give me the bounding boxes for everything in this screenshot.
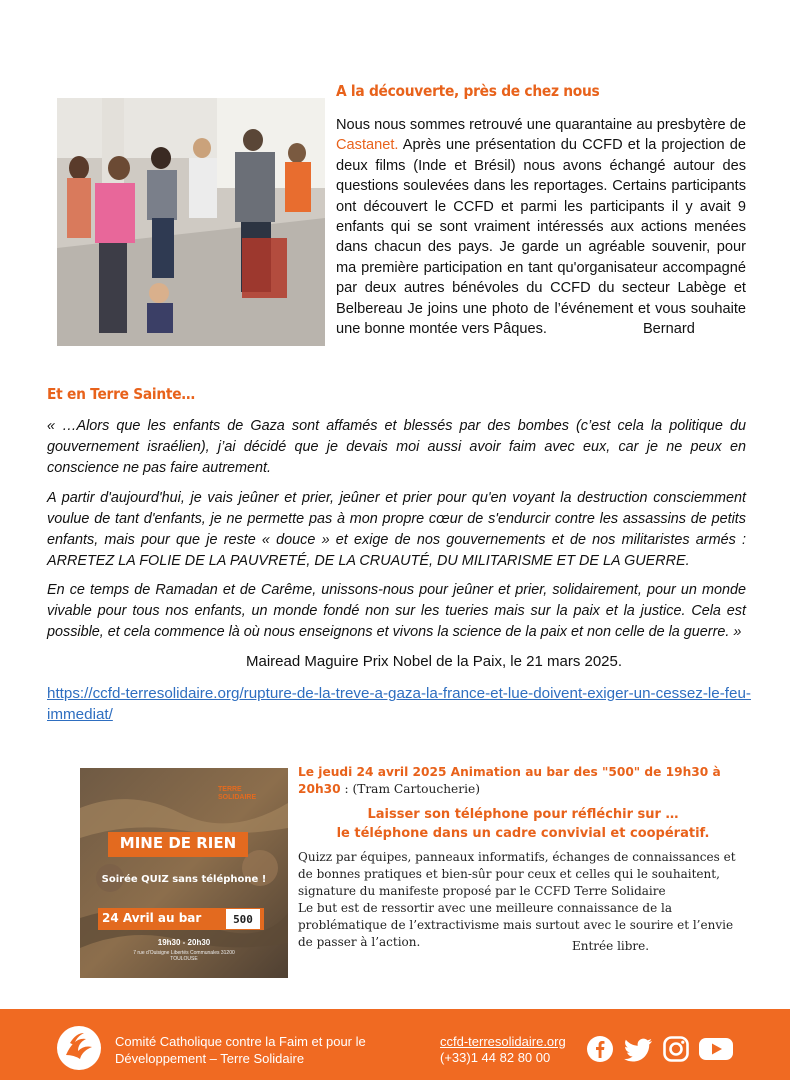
phone-number: (+33)1 44 82 80 00 bbox=[440, 1050, 551, 1065]
event-date-line bbox=[298, 764, 748, 798]
poster-venue-badge: 500 bbox=[233, 913, 253, 926]
author-signature: Bernard bbox=[642, 321, 695, 338]
section-body-discovery bbox=[336, 115, 746, 339]
ccfd-logo bbox=[56, 1025, 102, 1071]
poster-subtitle: Soirée QUIZ sans téléphone ! bbox=[101, 874, 267, 885]
organization-name bbox=[115, 1033, 366, 1067]
poster-date: 24 Avril au bar bbox=[102, 911, 202, 925]
instagram-icon[interactable] bbox=[662, 1035, 690, 1063]
event-title-line: le téléphone dans un cadre convivial et coopératif. bbox=[336, 826, 710, 841]
event-title bbox=[298, 805, 748, 843]
section-heading-holy-land: Et en Terre Sainte… bbox=[47, 385, 195, 403]
quote-attribution: Mairead Maguire Prix Nobel de la Paix, le 21 mars 2025. bbox=[246, 653, 623, 670]
entry-note: Entrée libre. bbox=[572, 939, 650, 953]
event-title-line: Laisser son téléphone pour réfléchir sur … bbox=[367, 807, 679, 822]
poster-time: 19h30 - 20h30 bbox=[157, 938, 211, 947]
facebook-icon[interactable] bbox=[586, 1035, 614, 1063]
place-name: Castanet. bbox=[336, 137, 399, 154]
youtube-icon[interactable] bbox=[698, 1035, 734, 1063]
event-poster bbox=[80, 768, 288, 978]
quote-paragraph: En ce temps de Ramadan et de Carême, unissons-nous pour jeûner et prier, solidairement, pour un monde vivable pour tous nos enfants, un monde fondé non sur les tueries mais sur la paix et la justice. Cela est possible, et cela commence là où nous enseignons et vivons la science de la paix et non celle de la guerre. » bbox=[47, 582, 746, 640]
website-link[interactable]: ccfd-terresolidaire.org bbox=[440, 1034, 566, 1049]
body-text-rest: Après une présentation du CCFD et la projection de deux films (Inde et Brésil) nous avons échangé autour des questions soulevées dans les reportages. Certains participants ont découvert le CCFD et parmi les participants il y avait 9 enfants qui se sont vraiment intéressés aux actions menées dans chacun des pays. Je garde un agréable souvenir, pour ma première participation en tant qu'organisateur accompagné par deux autres bénévoles du CCFD du secteur Labège et Belbereau Je joins une photo de l’événement et vous souhaite une bonne montée vers Pâques. bbox=[336, 137, 746, 338]
article-link[interactable]: https://ccfd-terresolidaire.org/rupture-de-la-treve-a-gaza-la-france-et-lue-doivent-exiger-un-cessez-le-feu-immediat/ bbox=[47, 685, 751, 723]
body-text-start: Nous nous sommes retrouvé une quarantaine au presbytère de bbox=[336, 117, 746, 133]
event-location: : (Tram Cartoucherie) bbox=[340, 782, 480, 796]
twitter-icon[interactable] bbox=[624, 1035, 652, 1063]
quote-paragraph: A partir d'aujourd'hui, je vais jeûner et prier, jeûner et prier pour qu'en voyant la destruction consciemment voulue de tant d'enfants, je ne permette pas à mon propre cœur de s'endurcir contre les assassins de petits enfants, mais pour que je reste « douce » et exige de nos gouvernements et de nos militaristes armés : ARRETEZ LA FOLIE DE LA PAUVRETÉ, DE LA CRUAUTÉ, DU MILITARISME ET DE LA GUERRE. bbox=[47, 490, 746, 569]
poster-address: 7 rue d'Ouisigne Libertés Communales 31200 TOULOUSE bbox=[133, 950, 235, 962]
event-description-paragraph: Quizz par équipes, panneaux informatifs, échanges de connaissances et de bonnes pratiques et bien-sûr pour ceux et celles qui le souhaitent, signature du manifeste proposé par le CCFD Terre Solidaire bbox=[298, 850, 736, 898]
event-photo bbox=[57, 98, 325, 346]
event-date: Le jeudi 24 avril 2025 Animation au bar des "500" de 19h30 à 20h30 bbox=[298, 765, 721, 796]
footer bbox=[0, 1009, 790, 1080]
footer-contact bbox=[440, 1034, 566, 1066]
poster-brand: TERRE SOLIDAIRE bbox=[218, 786, 257, 801]
organization-name-line: Développement – Terre Solidaire bbox=[115, 1051, 305, 1066]
event-description-paragraph: Le but est de ressortir avec une meilleure connaissance de la problématique de l’extractivisme mais surtout avec le sourire et l’envie de passer à l’action. bbox=[298, 901, 734, 949]
organization-name-line: Comité Catholique contre la Faim et pour le bbox=[115, 1034, 366, 1049]
section-heading-discovery: A la découverte, près de chez nous bbox=[336, 82, 600, 100]
poster-title: MINE DE RIEN bbox=[119, 834, 237, 852]
quote-paragraph: « …Alors que les enfants de Gaza sont affamés et blessés par des bombes (c’est cela la politique du gouvernement israélien), j’ai décidé que je devais moi aussi avoir faim avec eux, car je ne peux en conscience ne pas faire autrement. bbox=[47, 418, 746, 476]
event-description bbox=[298, 849, 748, 951]
